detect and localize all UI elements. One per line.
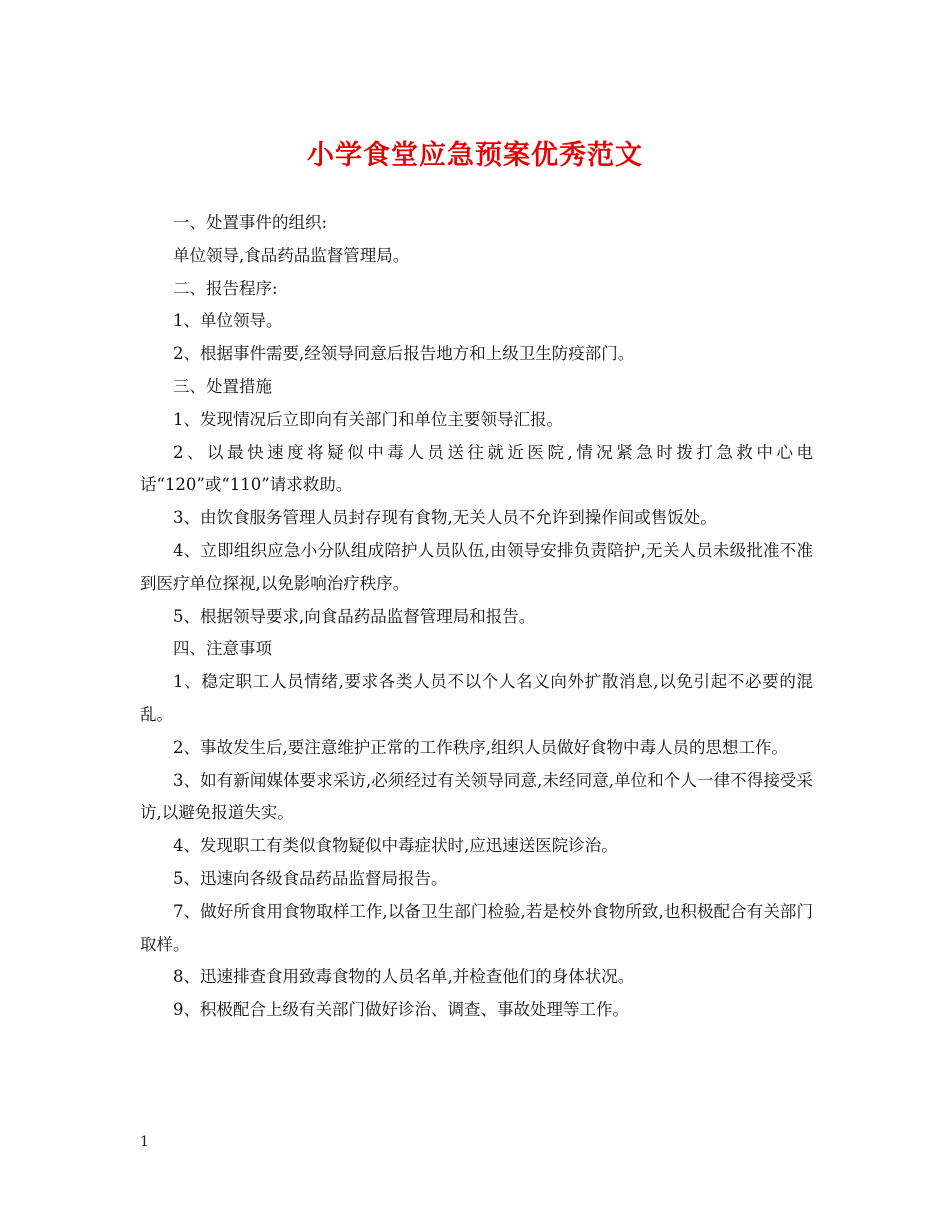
section-heading-organization: 一、处置事件的组织: [173, 213, 328, 232]
paragraph: 单位领导,食品药品监督管理局。 [173, 245, 410, 265]
paragraph: 4、立即组织应急小分队组成陪护人员队伍,由领导安排负责陪护,无关人员未级批准不准到医疗单位探视,以免影响治疗秩序。 [140, 540, 813, 593]
section-heading-reporting: 二、报告程序: [173, 278, 278, 298]
paragraph: 1、单位领导。 [173, 311, 283, 331]
page-number: 1 [140, 1134, 149, 1150]
paragraph: 3、由饮食服务管理人员封存现有食物,无关人员不允许到操作间或售饭处。 [173, 508, 717, 528]
paragraph: 2、根据事件需要,经领导同意后报告地方和上级卫生防疫部门。 [173, 344, 635, 364]
paragraph: 8、迅速排查食用致毒食物的人员名单,并检查他们的身体状况。 [173, 967, 635, 987]
paragraph: 2、以最快速度将疑似中毒人员送往就近医院,情况紧急时拨打急救中心电话“120”或“110”请求救助。 [140, 442, 813, 495]
paragraph: 2、事故发生后,要注意维护正常的工作秩序,组织人员做好食物中毒人员的思想工作。 [173, 737, 788, 757]
paragraph: 9、积极配合上级有关部门做好诊治、调查、事故处理等工作。 [173, 1000, 629, 1020]
paragraph: 3、如有新闻媒体要求采访,必须经过有关领导同意,未经同意,单位和个人一律不得接受采访,以避免报道失实。 [140, 770, 813, 823]
paragraph: 4、发现职工有类似食物疑似中毒症状时,应迅速送医院诊治。 [173, 836, 618, 856]
document-title: 小学食堂应急预案优秀范文 [307, 140, 643, 171]
paragraph: 1、稳定职工人员情绪,要求各类人员不以个人名义向外扩散消息,以免引起不必要的混乱。 [140, 672, 813, 724]
paragraph: 5、根据领导要求,向食品药品监督管理局和报告。 [173, 606, 536, 626]
paragraph: 1、发现情况后立即向有关部门和单位主要领导汇报。 [173, 409, 563, 429]
section-heading-measures: 三、处置措施 [173, 376, 272, 396]
section-heading-notes: 四、注意事项 [173, 639, 272, 659]
document-body [140, 207, 813, 1027]
paragraph: 5、迅速向各级食品药品监督局报告。 [173, 868, 448, 888]
paragraph: 7、做好所食用食物取样工作,以备卫生部门检验,若是校外食物所致,也积极配合有关部门取样。 [140, 901, 813, 954]
